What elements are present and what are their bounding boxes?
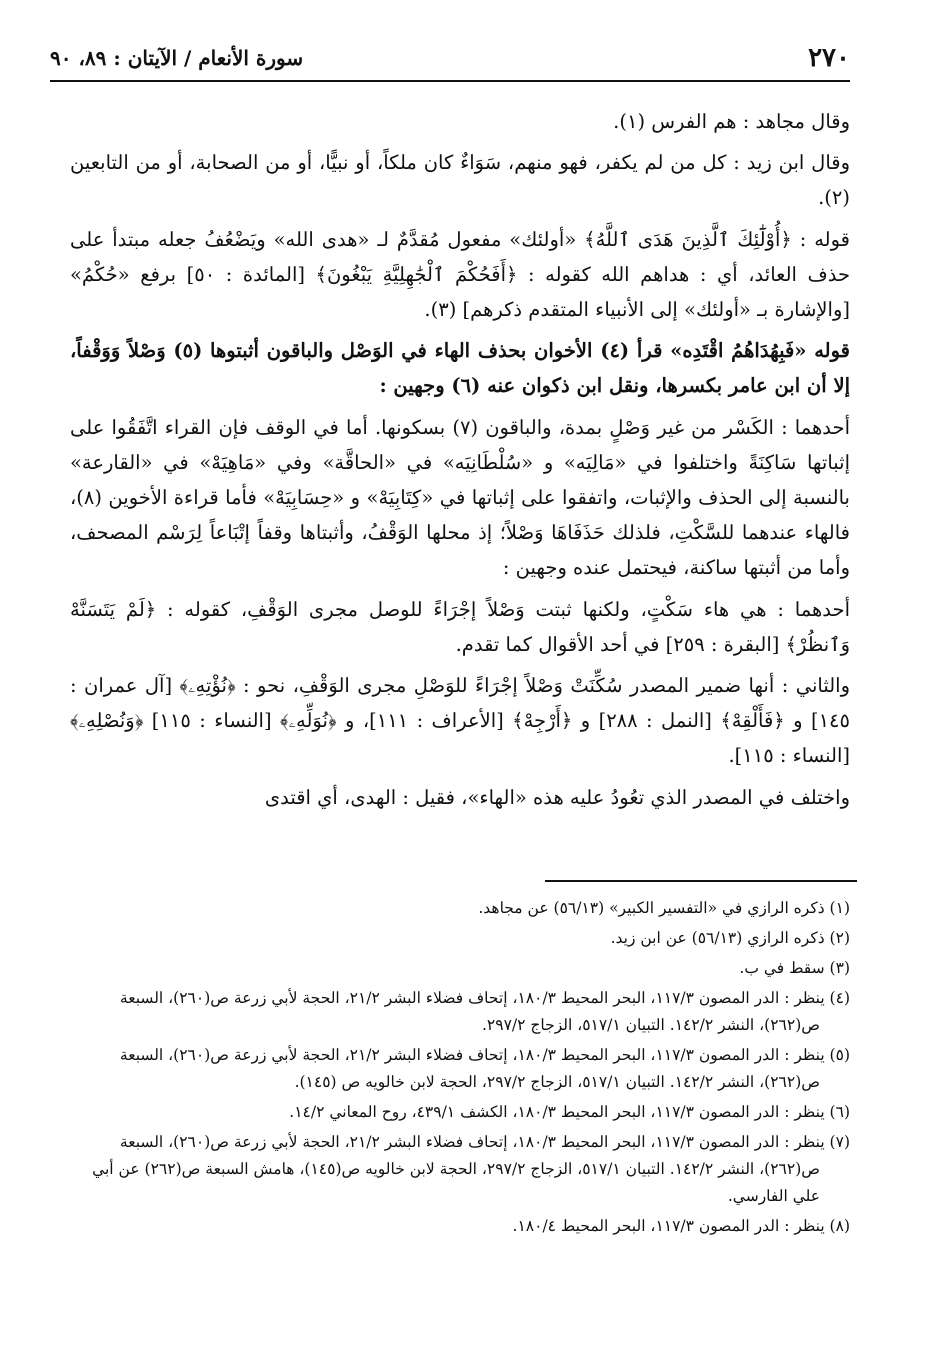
footnote: (٣) سقط في ب. xyxy=(739,959,850,977)
header-title: سورة الأنعام / الآيتان : ٨٩، ٩٠ xyxy=(50,46,304,70)
footnote: (٦) ينظر : الدر المصون ١١٧/٣، البحر المحيط ١٨٠/٣، الكشف ٤٣٩/١، روح المعاني ١٤/٢. xyxy=(289,1103,850,1121)
page-number: ٢٧٠ xyxy=(808,43,850,73)
paragraph: واختلف في المصدر الذي تعُودُ عليه هذه «الهاء»، فقيل : الهدى، أي اقتدى xyxy=(264,785,850,809)
footnote: (٧) ينظر : الدر المصون ١١٧/٣، البحر المحيط ١٨٠/٣، إتحاف فضلاء البشر ٢١/٢، الحجة لأبي زرعة ص(٢٦٠)، السبعة ص(٢٦٢)، النشر ١٤٢/٢. التبيان ٥١٧/١، الزجاج ٢٩٧/٢، الحجة لابن خالويه ص(١٤٥)، هامش السبعة ص(٢٦٢) عن أبي علي الفارسي. xyxy=(92,1133,850,1205)
footnote: (١) ذكره الرازي في «التفسير الكبير» (٥٦/١٣) عن مجاهد. xyxy=(478,899,850,917)
paragraph: والثاني : أنها ضمير المصدر سُكِّنَتْ وَصْلاً إجْرَاءً للوَصْلِ مجرى الوَقْفِ، نحو : ﴿نُؤْتِهِۦ﴾ [آل عمران : ١٤٥] و ﴿فَأَلْقِهْ﴾ [النمل : ٢٨٨] و ﴿أَرْجِهْ﴾ [الأعراف : ١١١]، و ﴿نُوَلِّهِۦ﴾ [النساء : ١١٥] ﴿وَنُصْلِهِۦ﴾ [النساء : ١١٥]. xyxy=(70,674,850,768)
footnote: (٢) ذكره الرازي (٥٦/١٣) عن ابن زيد. xyxy=(610,929,850,947)
paragraph: وقال مجاهد : هم الفرس (١). xyxy=(613,110,850,133)
paragraph: قوله «فَبِهُدَاهُمُ اقْتَدِه» قرأ (٤) الأخوان بحذف الهاء في الوَصْل والباقون أثبتوها (٥) وَصْلاً وَوَقْفاً، إلا أن ابن عامر بكسرها، ونقل ابن ذكوان عنه (٦) وجهين : xyxy=(70,339,851,398)
footnotes xyxy=(70,895,850,1243)
header-rule xyxy=(50,80,850,82)
paragraph: وقال ابن زيد : كل من لم يكفر، فهو منهم، سَوَاءٌ كان ملكاً، أو نبيًّا، أو من الصحابة، أو من التابعين (٢). xyxy=(70,151,850,210)
paragraph: أحدهما : هي هاء سَكْتٍ، ولكنها ثبتت وَصْلاً إجْرَاءً للوصل مجرى الوَقْفِ، كقوله : ﴿لَمْ يَتَسَنَّهْ وَٱنظُرْ﴾ [البقرة : ٢٥٩] في أحد الأقوال كما تقدم. xyxy=(70,597,850,656)
footnote: (٤) ينظر : الدر المصون ١١٧/٣، البحر المحيط ١٨٠/٣، إتحاف فضلاء البشر ٢١/٢، الحجة لأبي زرعة ص(٢٦٠)، السبعة ص(٢٦٢)، النشر ١٤٢/٢. التبيان ٥١٧/١، الزجاج ٢٩٧/٢. xyxy=(119,989,850,1034)
main-text xyxy=(70,104,850,821)
paragraph: أحدهما : الكَسْر من غير وَصْلٍ بمدة، والباقون (٧) بسكونها. أما في الوقف فإن القراء اتَّفَقُوا على إثباتها سَاكِنَةً واختلفوا في «مَالِيَه» و «سُلْطَانِيَه» في «الحاقَّة» وفي «مَاهِيَهْ» في «القارعة» بالنسبة إلى الحذف والإثبات، واتفقوا على إثباتها في «كِتَابِيَهْ» و «حِسَابِيَهْ» فأما قراءة الأخوين (٨)، فالهاء عندهما للسَّكْتِ، فلذلك حَذَفَاهَا وَصْلاً؛ إذ محلها الوَقْفُ، وأثبتاها وقفاً إتْبَاعاً لِرَسْم المصحف، وأما من أثبتها ساكنة، فيحتمل عنده وجهين : xyxy=(70,415,850,580)
running-header xyxy=(50,38,850,78)
footnote: (٥) ينظر : الدر المصون ١١٧/٣، البحر المحيط ١٨٠/٣، إتحاف فضلاء البشر ٢١/٢، الحجة لأبي زرعة ص(٢٦٠)، السبعة ص(٢٦٢)، النشر ١٤٢/٢. التبيان ٥١٧/١، الزجاج ٢٩٧/٢، الحجة لابن خالويه ص (١٤٥). xyxy=(119,1046,850,1091)
footnote: (٨) ينظر : الدر المصون ١١٧/٣، البحر المحيط ١٨٠/٤. xyxy=(512,1217,850,1235)
footnote-separator xyxy=(545,880,857,882)
paragraph: قوله : ﴿أُوْلَٰٓئِكَ ٱلَّذِينَ هَدَى ٱللَّهُ﴾ «أولئك» مفعول مُقدَّمٌ لـ «هدى الله» ويَضْعُفُ جعله مبتدأ على حذف العائد، أي : هداهم الله كقوله : ﴿أَفَحُكْمَ ٱلْجَٰهِلِيَّةِ يَبْغُونَ﴾ [المائدة : ٥٠] برفع «حُكْمُ» [والإشارة بـ «أولئك» إلى الأنبياء المتقدم ذكرهم] (٣). xyxy=(70,227,850,322)
